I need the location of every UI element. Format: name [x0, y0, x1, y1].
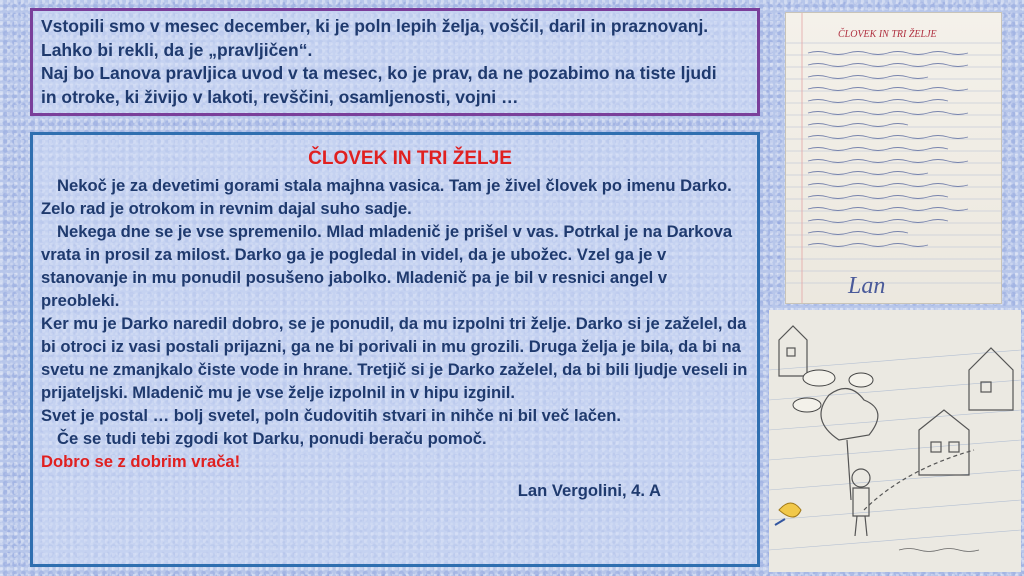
intro-line: Lahko bi rekli, da je „pravljičen“. [41, 39, 313, 60]
story-paragraph: Nekega dne se je vse spremenilo. Mlad mladenič je prišel v vas. Potrkal je na Darkova vrata in prosil za milost. Darko ga je pogledal in videl, da je ubožec. Vzel ga je v stanovanje in mu ponudil posušeno jabolko. Mladenič pa je bil v resnici angel v preobleki. [41, 222, 733, 310]
drawing-photo [769, 310, 1021, 572]
story-moral: Dobro se z dobrim vrača! [41, 452, 241, 471]
story-paragraph: Če se tudi tebi zgodi kot Darku, ponudi beraču pomoč. [57, 429, 487, 448]
pencil-drawing-image [769, 310, 1021, 572]
intro-line: Naj bo Lanova pravljica uvod v ta mesec, ko je prav, da ne pozabimo na tiste ljudi [41, 63, 717, 83]
story-paragraph: Nekoč je za devetimi gorami stala majhna vasica. Tam je živel človek po imenu Darko. Zelo rad je otrokom in revnim dajal suho sadje. [41, 176, 732, 218]
notebook-signature: Lan [848, 273, 886, 299]
intro-line: in otroke, ki živijo v lakoti, revščini, osamljenosti, vojni … [41, 86, 519, 107]
notebook-heading: ČLOVEK IN TRI ŽELJE [838, 29, 937, 40]
intro-line: Vstopili smo v mesec december, ki je poln lepih želja, voščil, daril in praznovanj. [41, 16, 709, 36]
story-box [30, 132, 760, 567]
notebook-page-image [786, 13, 1001, 303]
story-author: Lan Vergolini, 4. A [517, 481, 661, 500]
intro-box [30, 8, 760, 116]
story-paragraph: Svet je postal … bolj svetel, poln čudovitih stvari in nihče ni bil več lačen. [41, 406, 622, 425]
story-title: ČLOVEK IN TRI ŽELJE [308, 148, 512, 169]
story-paragraph: Ker mu je Darko naredil dobro, se je ponudil, da mu izpolni tri želje. Darko si je zaželel, da bi otroci iz vasi postali prijazni, ga ne bi porivali in mu grozili. Druga želja je bila, da bi na svetu ne zmanjkalo čiste vode in hrane. Tretjič si je Darko zaželel, da bi bili ljudje veseli in prijateljski. Mladenič mu je vse želje izpolnil in v hipu izginil. [41, 314, 748, 402]
notebook-photo [786, 13, 1001, 303]
